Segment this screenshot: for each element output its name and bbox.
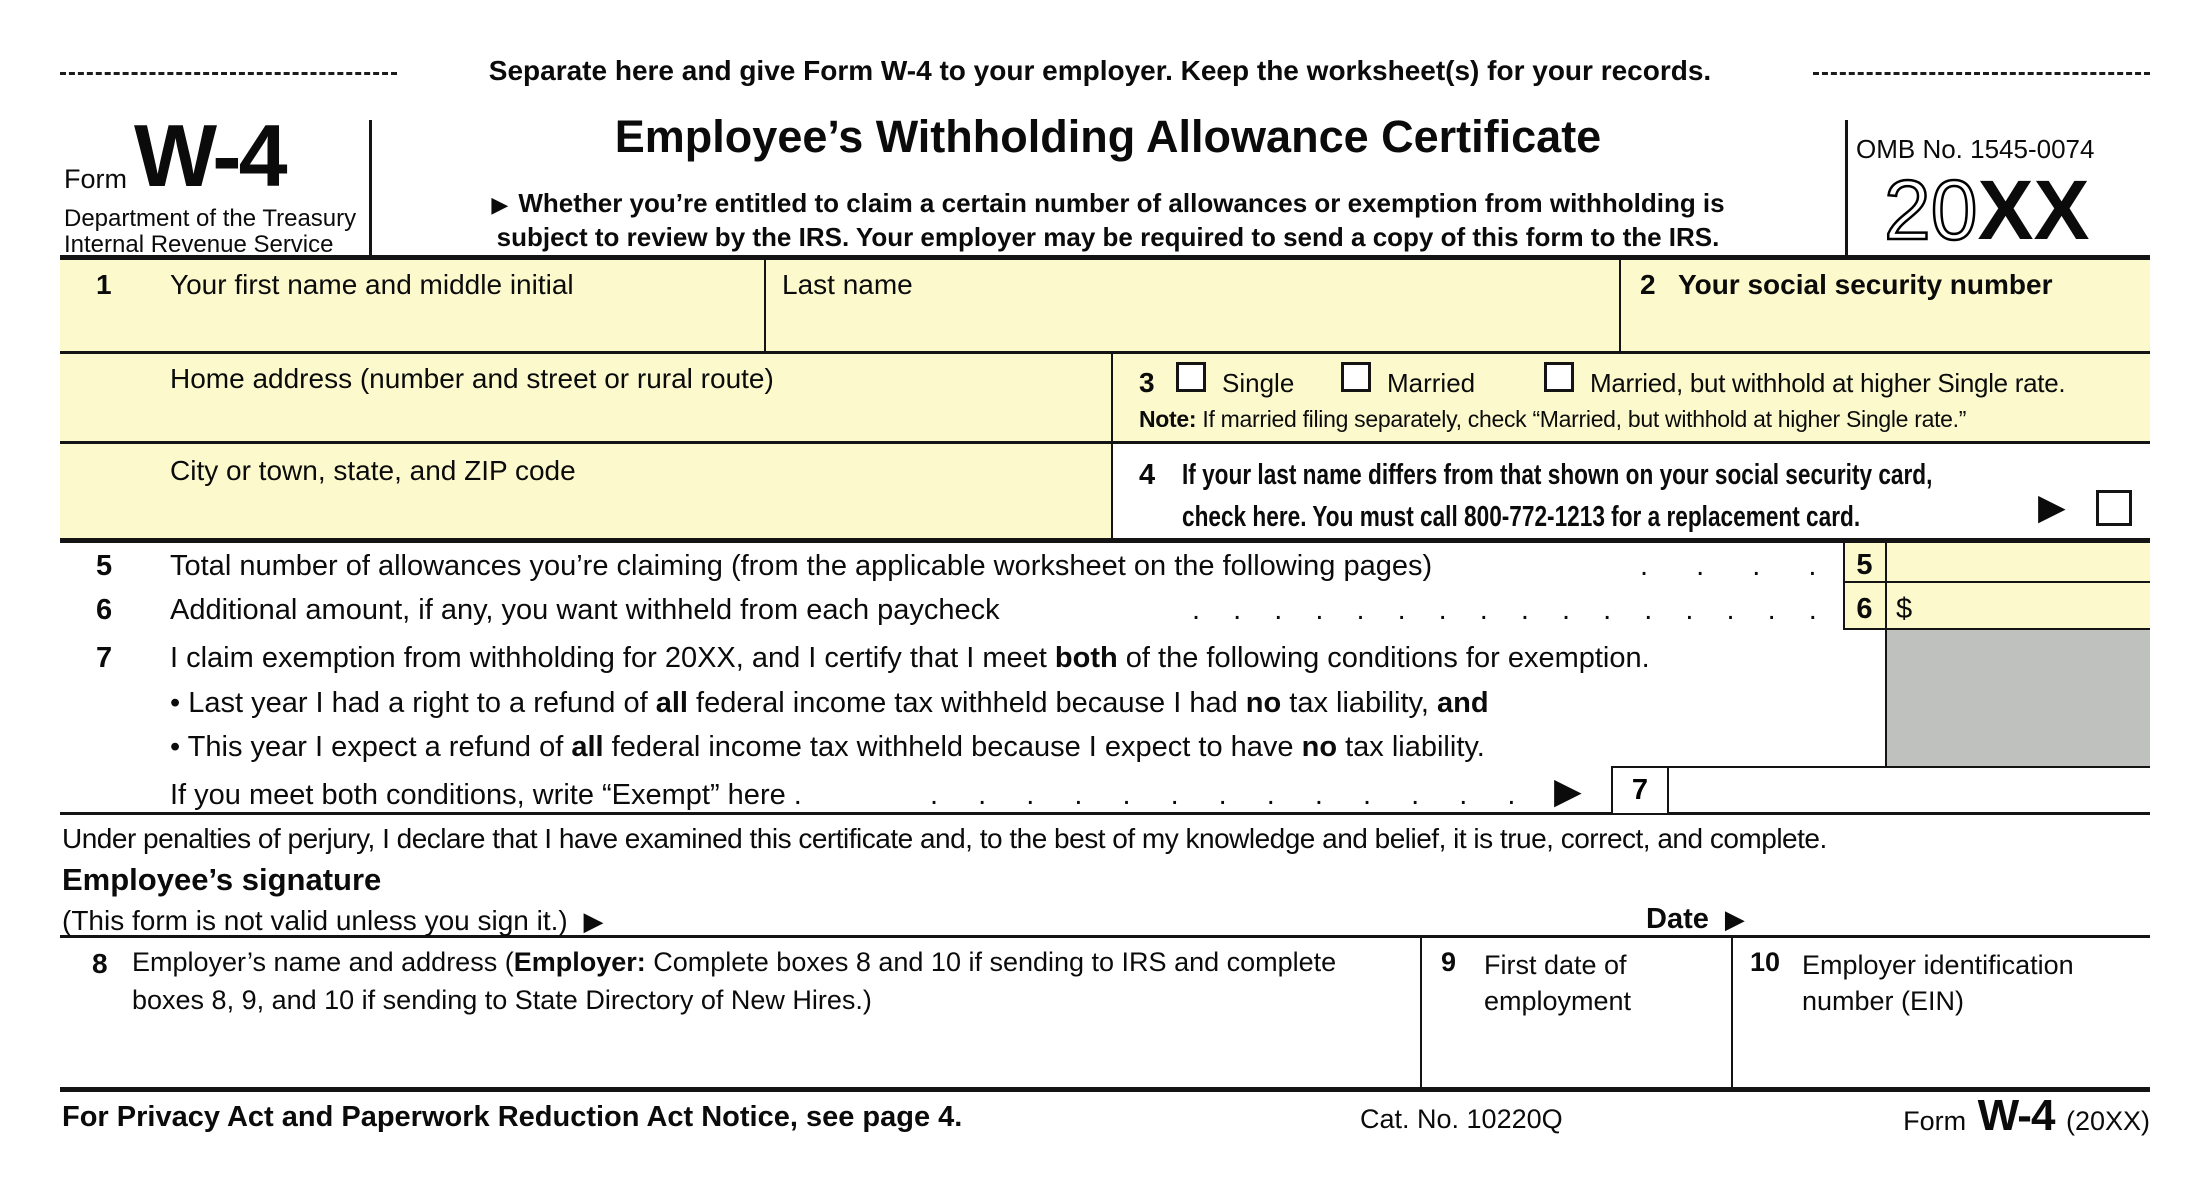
row3-divider-line [60,538,2150,543]
line8-text-line1 [132,947,1336,979]
row2-divider-line [60,441,2150,444]
l8-p0: Employer’s name and address ( [132,947,514,977]
privacy-notice: For Privacy Act and Paperwork Reduction Act Notice, see page 4. [62,1101,963,1133]
line9-label: First date of employment [1484,950,1632,1017]
ssn-vline [1619,255,1621,354]
date-signed-area[interactable] [1740,862,2148,932]
line7-text [170,641,1650,675]
last-name-field[interactable] [766,300,1617,350]
last-name-differs-checkbox[interactable] [2096,490,2132,526]
line5-number: 5 [96,550,113,582]
city-state-zip-field[interactable] [62,490,1109,538]
l8-p2: Complete boxes 8 and 10 if sending to IRS and complete [645,947,1337,977]
line4-text-line2 [1182,500,2051,534]
line5-box-label: 5 [1856,549,1873,581]
line3-note [1139,406,1966,433]
ssn-label: Your social security number [1678,269,2053,300]
married-higher-rate-label: Married, but withhold at higher Single rate. [1590,368,2066,398]
footer-form-word: Form [1903,1106,1967,1136]
line4-text1: If your last name differs from that shown on your social security card, [1182,459,1933,491]
b1-p0: • Last year I had a right to a refund of [170,687,656,719]
signature-note-text: (This form is not valid unless you sign it.) [62,905,568,936]
date-label-row [1646,902,1745,936]
perjury-statement: Under penalties of perjury, I declare that I have examined this certificate and, to the best of my knowledge and belief, it is true, correct, and complete. [62,823,1827,854]
married-higher-rate-checkbox[interactable] [1544,362,1574,392]
date-label: Date [1646,903,1709,935]
b2-p0: • This year I expect a refund of [170,731,572,763]
year-outline-digits: 20 [1884,163,1978,257]
ssn-field[interactable] [1621,300,2148,350]
b2-p1: all [571,731,604,763]
line7-bullet1 [170,686,1489,720]
line3-number: 3 [1139,367,1155,398]
line2-number: 2 [1640,269,1656,300]
footer-form-id [1750,1090,2150,1142]
address-marital-vline [1111,351,1113,541]
page-title: Employee’s Withholding Allowance Certificate [614,111,1602,162]
form-year [1884,163,2090,257]
line4-text2: check here. You must call 800-772-1213 for a replacement card. [1182,501,1861,533]
year-solid-digits: XX [1977,163,2090,257]
line6-leader-dots: . . . . . . . . . . . . . . . . [1192,594,1817,626]
dollar-sign: $ [1896,593,1913,625]
single-label: Single [1222,368,1295,398]
box9-vline [1420,935,1422,1090]
signature-arrow-icon: ▶ [583,906,604,936]
home-address-field[interactable] [62,398,1109,440]
subtitle-arrow-icon: ▶ [491,192,509,217]
l8-p1: Employer: [513,947,646,977]
line9-number: 9 [1441,947,1457,977]
line5-text: Total number of allowances you’re claiming (from the applicable worksheet on the following pages) [170,550,1433,582]
lastname-vline [764,255,766,354]
separator-instruction: Separate here and give Form W-4 to your employer. Keep the worksheet(s) for your records. [488,55,1712,86]
line8-number: 8 [92,948,108,979]
line4-text-line1 [1182,458,2144,492]
line4-number: 4 [1139,459,1156,491]
line7-part2: of the following conditions for exemption. [1117,642,1650,674]
line10-number: 10 [1750,947,1781,977]
first-name-label: Your first name and middle initial [170,269,574,300]
single-checkbox[interactable] [1176,362,1206,392]
line6-box-label: 6 [1856,593,1873,625]
form-number-logo: W-4 [134,106,285,205]
b2-p2: federal income tax withheld because I expect to have [603,731,1302,763]
catalog-number: Cat. No. 10220Q [1360,1104,1563,1134]
irs-label: Internal Revenue Service [64,231,334,258]
shaded-nonentry-area [1887,630,2150,767]
line7-box [1611,766,1669,815]
note-label: Note: [1139,406,1197,432]
row1-divider-line [60,351,2150,354]
exempt-leader-dots: . . . . . . . . . . . . . [930,779,1516,811]
b2-p4: tax liability. [1337,731,1485,763]
last-name-label: Last name [782,269,913,300]
footer-form-year: (20XX) [2065,1106,2150,1136]
line5-leader-dots: . . . . [1640,550,1817,582]
subtitle-line1 [372,188,1844,219]
exempt-input[interactable] [1669,769,2147,811]
exempt-row-top-line [1611,766,2150,768]
exempt-arrow-icon: ▶ [1554,770,1582,811]
line8-text-line2: boxes 8, 9, and 10 if sending to State Directory of New Hires.) [132,985,872,1015]
line6-box-divider [1843,628,2150,630]
allowances-input[interactable] [1887,543,2150,581]
right-dashed-separator [1813,72,2150,75]
form-word-label: Form [64,164,127,194]
married-label: Married [1387,368,1476,398]
date-arrow-icon: ▶ [1724,904,1745,934]
b1-p3: no [1245,687,1282,719]
b1-p2: federal income tax withheld because I had [687,687,1246,719]
b1-p4: tax liability, [1281,687,1438,719]
b1-p5: and [1437,687,1489,719]
home-address-label: Home address (number and street or rural route) [170,363,774,394]
signature-label: Employee’s signature [62,862,382,897]
note-text: If married filing separately, check “Married, but withhold at higher Single rate.” [1196,406,1967,432]
first-name-field[interactable] [62,300,762,350]
subtitle-text1: Whether you’re entitled to claim a certain number of allowances or exemption from withholding is [518,188,1725,218]
b2-p3: no [1301,731,1338,763]
line7-bullet2 [170,730,1485,764]
exempt-text: If you meet both conditions, write “Exempt” here . [170,779,802,811]
exempt-row-bottom-line [60,812,2150,815]
signature-note [62,904,604,937]
line6-text: Additional amount, if any, you want withheld from each paycheck [170,594,1000,626]
employee-signature-area[interactable] [460,862,1630,932]
footer-form-number: W-4 [1977,1091,2055,1140]
city-label: City or town, state, and ZIP code [170,455,576,486]
line7-box-label: 7 [1631,774,1649,806]
subtitle-line2: subject to review by the IRS. Your employer may be required to send a copy of this form to the IRS. [496,222,1720,252]
omb-number: OMB No. 1545-0074 [1856,134,2095,164]
line1-number: 1 [96,269,112,300]
header-right-vline [1845,120,1848,255]
additional-amount-input[interactable] [1887,584,2150,627]
line6-number: 6 [96,594,113,626]
line7-part1: both [1054,642,1118,674]
header-divider-line [60,255,2150,260]
line5-box-divider [1843,581,2150,583]
line4-arrow-icon: ▶ [2038,486,2066,527]
line10-label: Employer identification number (EIN) [1802,950,2074,1017]
line7-part0: I claim exemption from withholding for 20XX, and I certify that I meet [170,642,1055,674]
dept-treasury-label: Department of the Treasury [64,205,357,232]
married-checkbox[interactable] [1341,362,1371,392]
line7-number: 7 [96,642,113,674]
b1-p1: all [655,687,688,719]
